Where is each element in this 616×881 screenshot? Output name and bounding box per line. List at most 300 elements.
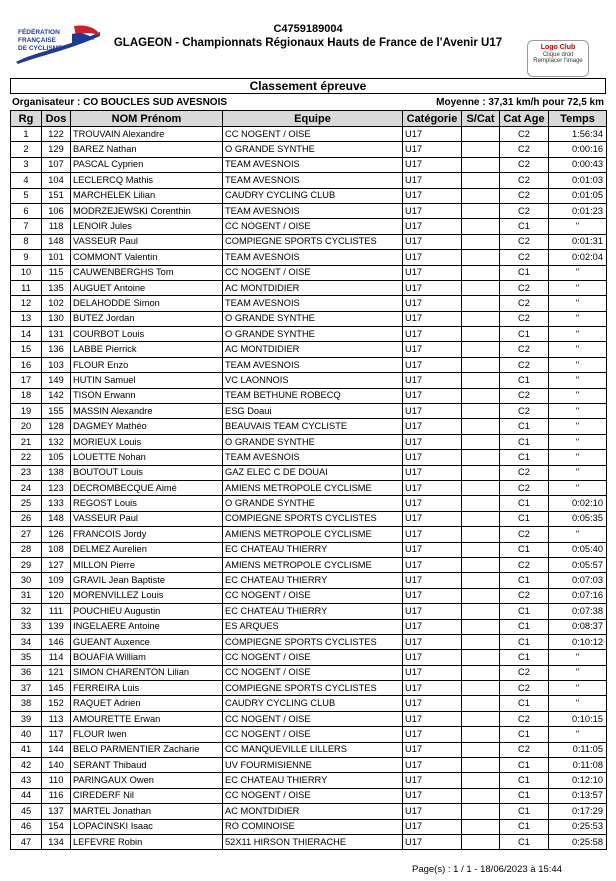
cell-temps: ": [549, 296, 607, 311]
cell-cat-age: C2: [500, 357, 549, 372]
cell-scat: [462, 665, 500, 680]
cell-dos: 140: [42, 758, 71, 773]
cell-equipe: AC MONTDIDIER: [223, 804, 403, 819]
table-row: [11, 496, 607, 511]
cell-rg: 31: [11, 588, 42, 603]
cell-scat: [462, 819, 500, 834]
cell-cat-age: C2: [500, 234, 549, 249]
club-logo-hint-2: Remplacer l'image: [533, 58, 583, 65]
cell-temps: ": [549, 450, 607, 465]
cell-dos: 106: [42, 203, 71, 218]
cell-equipe: UV FOURMISIENNE: [223, 758, 403, 773]
table-row: [11, 711, 607, 726]
cell-categorie: U17: [403, 280, 462, 295]
cell-temps: 0:08:37: [549, 619, 607, 634]
cell-equipe: COMPIEGNE SPORTS CYCLISTES: [223, 634, 403, 649]
race-info: [10, 96, 606, 109]
page-footer: Page(s) : 1 / 1 - 18/06/2023 à 15:44: [412, 864, 562, 875]
cell-equipe: 52X11 HIRSON THIERACHE: [223, 834, 403, 849]
cell-categorie: U17: [403, 373, 462, 388]
table-row: [11, 542, 607, 557]
cell-categorie: U17: [403, 727, 462, 742]
cell-categorie: U17: [403, 142, 462, 157]
cell-categorie: U17: [403, 250, 462, 265]
cell-cat-age: C2: [500, 742, 549, 757]
cell-scat: [462, 296, 500, 311]
cell-cat-age: C2: [500, 465, 549, 480]
cell-categorie: U17: [403, 511, 462, 526]
cell-dos: 108: [42, 542, 71, 557]
table-row: [11, 742, 607, 757]
col-header-nom: NOM Prénom: [71, 111, 223, 127]
cell-scat: [462, 357, 500, 372]
table-row: [11, 434, 607, 449]
cell-rg: 21: [11, 434, 42, 449]
cell-categorie: U17: [403, 604, 462, 619]
cell-temps: ": [549, 388, 607, 403]
cell-cat-age: C2: [500, 127, 549, 142]
cell-nom: VASSEUR Paul: [71, 234, 223, 249]
cell-temps: ": [549, 327, 607, 342]
cell-rg: 9: [11, 250, 42, 265]
cell-cat-age: C1: [500, 619, 549, 634]
cell-categorie: U17: [403, 788, 462, 803]
cell-categorie: U17: [403, 173, 462, 188]
cell-dos: 103: [42, 357, 71, 372]
cell-categorie: U17: [403, 404, 462, 419]
cell-cat-age: C1: [500, 773, 549, 788]
cell-dos: 131: [42, 327, 71, 342]
col-header-scat: S/Cat: [462, 111, 500, 127]
cell-cat-age: C2: [500, 480, 549, 495]
cell-scat: [462, 450, 500, 465]
cell-cat-age: C1: [500, 511, 549, 526]
cell-temps: 0:01:03: [549, 173, 607, 188]
cell-categorie: U17: [403, 234, 462, 249]
cell-categorie: U17: [403, 311, 462, 326]
cell-cat-age: C1: [500, 434, 549, 449]
cell-dos: 134: [42, 834, 71, 849]
cell-categorie: U17: [403, 711, 462, 726]
cell-equipe: AC MONTDIDIER: [223, 280, 403, 295]
cell-categorie: U17: [403, 188, 462, 203]
cell-nom: HUTIN Samuel: [71, 373, 223, 388]
cell-nom: GRAVIL Jean Baptiste: [71, 573, 223, 588]
cell-equipe: CC NOGENT / OISE: [223, 650, 403, 665]
cell-scat: [462, 711, 500, 726]
cell-cat-age: C1: [500, 219, 549, 234]
cell-nom: PASCAL Cyprien: [71, 157, 223, 172]
cell-rg: 18: [11, 388, 42, 403]
table-row: [11, 727, 607, 742]
table-row: [11, 604, 607, 619]
cell-scat: [462, 727, 500, 742]
cell-scat: [462, 404, 500, 419]
cell-categorie: U17: [403, 542, 462, 557]
cell-equipe: COMPIEGNE SPORTS CYCLISTES: [223, 681, 403, 696]
cell-scat: [462, 511, 500, 526]
cell-equipe: EC CHATEAU THIERRY: [223, 773, 403, 788]
cell-scat: [462, 419, 500, 434]
cell-dos: 132: [42, 434, 71, 449]
cell-dos: 148: [42, 234, 71, 249]
cell-dos: 151: [42, 188, 71, 203]
cell-temps: 0:00:16: [549, 142, 607, 157]
cell-scat: [462, 804, 500, 819]
cell-equipe: COMPIEGNE SPORTS CYCLISTES: [223, 234, 403, 249]
cell-equipe: CC NOGENT / OISE: [223, 265, 403, 280]
cell-cat-age: C2: [500, 557, 549, 572]
cell-dos: 139: [42, 619, 71, 634]
cell-temps: 0:13:57: [549, 788, 607, 803]
table-row: [11, 188, 607, 203]
ffc-logo-graphic: [14, 22, 102, 64]
cell-rg: 42: [11, 758, 42, 773]
cell-scat: [462, 773, 500, 788]
cell-temps: 0:02:10: [549, 496, 607, 511]
cell-categorie: U17: [403, 742, 462, 757]
cell-rg: 29: [11, 557, 42, 572]
cell-nom: LOUETTE Nohan: [71, 450, 223, 465]
cell-equipe: VC LAONNOIS: [223, 373, 403, 388]
cell-nom: MORIEUX Louis: [71, 434, 223, 449]
cell-dos: 155: [42, 404, 71, 419]
cell-dos: 117: [42, 727, 71, 742]
table-row: [11, 758, 607, 773]
cell-temps: 0:01:05: [549, 188, 607, 203]
cell-equipe: O GRANDE SYNTHE: [223, 327, 403, 342]
cell-categorie: U17: [403, 419, 462, 434]
cell-dos: 102: [42, 296, 71, 311]
table-row: [11, 265, 607, 280]
cell-equipe: AMIENS METROPOLE CYCLISME: [223, 527, 403, 542]
cell-temps: ": [549, 342, 607, 357]
cell-cat-age: C2: [500, 711, 549, 726]
cell-equipe: O GRANDE SYNTHE: [223, 311, 403, 326]
cell-equipe: TEAM AVESNOIS: [223, 173, 403, 188]
table-row: [11, 773, 607, 788]
table-row: [11, 311, 607, 326]
cell-cat-age: C2: [500, 188, 549, 203]
cell-scat: [462, 650, 500, 665]
cell-scat: [462, 465, 500, 480]
cell-dos: 142: [42, 388, 71, 403]
cell-temps: ": [549, 373, 607, 388]
cell-temps: ": [549, 696, 607, 711]
cell-dos: 129: [42, 142, 71, 157]
cell-dos: 144: [42, 742, 71, 757]
cell-nom: BAREZ Nathan: [71, 142, 223, 157]
table-row: [11, 327, 607, 342]
cell-nom: BOUAFIA William: [71, 650, 223, 665]
cell-rg: 26: [11, 511, 42, 526]
cell-dos: 130: [42, 311, 71, 326]
club-logo-title: Logo Club: [540, 44, 576, 51]
cell-nom: FRANCOIS Jordy: [71, 527, 223, 542]
table-row: [11, 234, 607, 249]
cell-categorie: U17: [403, 527, 462, 542]
cell-dos: 152: [42, 696, 71, 711]
table-row: [11, 203, 607, 218]
cell-rg: 19: [11, 404, 42, 419]
cell-temps: 0:07:16: [549, 588, 607, 603]
cell-categorie: U17: [403, 588, 462, 603]
cell-dos: 149: [42, 373, 71, 388]
cell-dos: 122: [42, 127, 71, 142]
cell-scat: [462, 388, 500, 403]
cell-rg: 25: [11, 496, 42, 511]
cell-nom: LOPACINSKI Isaac: [71, 819, 223, 834]
cell-equipe: CC NOGENT / OISE: [223, 665, 403, 680]
cell-equipe: AMIENS METROPOLE CYCLISME: [223, 557, 403, 572]
cell-nom: BELO PARMENTIER Zacharie: [71, 742, 223, 757]
cell-rg: 1: [11, 127, 42, 142]
table-row: [11, 388, 607, 403]
cell-temps: 0:05:57: [549, 557, 607, 572]
cell-scat: [462, 834, 500, 849]
cell-temps: ": [549, 665, 607, 680]
cell-cat-age: C1: [500, 373, 549, 388]
cell-temps: 0:02:04: [549, 250, 607, 265]
cell-nom: MORENVILLEZ Louis: [71, 588, 223, 603]
cell-dos: 111: [42, 604, 71, 619]
cell-categorie: U17: [403, 357, 462, 372]
cell-categorie: U17: [403, 480, 462, 495]
cell-rg: 15: [11, 342, 42, 357]
cell-scat: [462, 788, 500, 803]
cell-nom: FLOUR Iwen: [71, 727, 223, 742]
cell-dos: 146: [42, 634, 71, 649]
table-row: [11, 696, 607, 711]
cell-cat-age: C1: [500, 496, 549, 511]
table-row: [11, 573, 607, 588]
cell-scat: [462, 434, 500, 449]
cell-temps: ": [549, 311, 607, 326]
table-row: [11, 527, 607, 542]
table-row: [11, 804, 607, 819]
moyenne: Moyenne : 37,31 km/h pour 72,5 km: [436, 97, 604, 108]
cell-scat: [462, 573, 500, 588]
cell-rg: 41: [11, 742, 42, 757]
cell-cat-age: C2: [500, 588, 549, 603]
cell-temps: 0:25:58: [549, 834, 607, 849]
section-title: Classement épreuve: [10, 78, 606, 94]
cell-rg: 22: [11, 450, 42, 465]
cell-scat: [462, 604, 500, 619]
cell-scat: [462, 219, 500, 234]
cell-equipe: RO COMINOISE: [223, 819, 403, 834]
cell-nom: MARCHELEK Lilian: [71, 188, 223, 203]
cell-categorie: U17: [403, 819, 462, 834]
cell-scat: [462, 234, 500, 249]
cell-temps: 0:07:03: [549, 573, 607, 588]
cell-scat: [462, 142, 500, 157]
cell-nom: MODRZEJEWSKI Corenthin: [71, 203, 223, 218]
cell-dos: 105: [42, 450, 71, 465]
cell-rg: 33: [11, 619, 42, 634]
logo-line-3: DE CYCLISME: [18, 45, 63, 52]
cell-dos: 145: [42, 681, 71, 696]
cell-temps: 0:11:05: [549, 742, 607, 757]
table-row: [11, 142, 607, 157]
table-row: [11, 480, 607, 495]
cell-rg: 3: [11, 157, 42, 172]
cell-cat-age: C1: [500, 788, 549, 803]
cell-temps: 0:01:23: [549, 203, 607, 218]
cell-categorie: U17: [403, 127, 462, 142]
cell-rg: 6: [11, 203, 42, 218]
cell-dos: 121: [42, 665, 71, 680]
cell-dos: 114: [42, 650, 71, 665]
cell-nom: FLOUR Enzo: [71, 357, 223, 372]
cell-categorie: U17: [403, 434, 462, 449]
cell-cat-age: C2: [500, 527, 549, 542]
cell-equipe: TEAM AVESNOIS: [223, 250, 403, 265]
table-row: [11, 681, 607, 696]
cell-dos: 110: [42, 773, 71, 788]
cell-scat: [462, 173, 500, 188]
table-row: [11, 665, 607, 680]
cell-rg: 13: [11, 311, 42, 326]
cell-cat-age: C1: [500, 265, 549, 280]
cell-nom: COMMONT Valentin: [71, 250, 223, 265]
cell-rg: 30: [11, 573, 42, 588]
cell-nom: BOUTOUT Louis: [71, 465, 223, 480]
logo-line-1: FÉDÉRATION: [18, 29, 60, 36]
results-body: [11, 127, 607, 850]
cell-equipe: BEAUVAIS TEAM CYCLISTE: [223, 419, 403, 434]
header-row: [11, 111, 607, 127]
cell-dos: 127: [42, 557, 71, 572]
cell-dos: 137: [42, 804, 71, 819]
cell-rg: 45: [11, 804, 42, 819]
cell-dos: 126: [42, 527, 71, 542]
cell-nom: LENOIR Jules: [71, 219, 223, 234]
cell-equipe: TEAM AVESNOIS: [223, 203, 403, 218]
cell-categorie: U17: [403, 650, 462, 665]
cell-equipe: TEAM AVESNOIS: [223, 296, 403, 311]
cell-dos: 109: [42, 573, 71, 588]
cell-temps: 0:05:35: [549, 511, 607, 526]
cell-nom: BUTEZ Jordan: [71, 311, 223, 326]
table-row: [11, 619, 607, 634]
cell-categorie: U17: [403, 834, 462, 849]
cell-cat-age: C1: [500, 419, 549, 434]
cell-equipe: AMIENS METROPOLE CYCLISME: [223, 480, 403, 495]
cell-nom: DELMEZ Aurelien: [71, 542, 223, 557]
cell-categorie: U17: [403, 758, 462, 773]
cell-categorie: U17: [403, 265, 462, 280]
cell-scat: [462, 696, 500, 711]
cell-rg: 5: [11, 188, 42, 203]
cell-temps: ": [549, 219, 607, 234]
cell-categorie: U17: [403, 804, 462, 819]
cell-cat-age: C1: [500, 696, 549, 711]
cell-temps: 0:11:08: [549, 758, 607, 773]
cell-scat: [462, 527, 500, 542]
table-row: [11, 296, 607, 311]
cell-temps: 0:10:15: [549, 711, 607, 726]
cell-nom: TROUVAIN Alexandre: [71, 127, 223, 142]
cell-temps: ": [549, 419, 607, 434]
table-row: [11, 342, 607, 357]
cell-nom: VASSEUR Paul: [71, 511, 223, 526]
table-row: [11, 511, 607, 526]
cell-temps: 0:17:29: [549, 804, 607, 819]
table-row: [11, 634, 607, 649]
col-header-rg: Rg: [11, 111, 42, 127]
cell-cat-age: C2: [500, 404, 549, 419]
cell-nom: MARTEL Jonathan: [71, 804, 223, 819]
cell-temps: ": [549, 727, 607, 742]
cell-equipe: ESG Doaui: [223, 404, 403, 419]
cell-rg: 36: [11, 665, 42, 680]
cell-equipe: CC NOGENT / OISE: [223, 219, 403, 234]
cell-temps: 0:25:53: [549, 819, 607, 834]
cell-scat: [462, 742, 500, 757]
cell-nom: FERREIRA Luis: [71, 681, 223, 696]
cell-cat-age: C1: [500, 327, 549, 342]
cell-rg: 11: [11, 280, 42, 295]
cell-temps: ": [549, 265, 607, 280]
cell-nom: GUEANT Auxence: [71, 634, 223, 649]
table-row: [11, 650, 607, 665]
cell-nom: MASSIN Alexandre: [71, 404, 223, 419]
cell-nom: CAUWENBERGHS Tom: [71, 265, 223, 280]
col-header-cat-age: Cat Age: [500, 111, 549, 127]
cell-rg: 24: [11, 480, 42, 495]
cell-categorie: U17: [403, 696, 462, 711]
cell-equipe: TEAM AVESNOIS: [223, 357, 403, 372]
cell-temps: ": [549, 527, 607, 542]
cell-temps: ": [549, 357, 607, 372]
cell-temps: 0:12:10: [549, 773, 607, 788]
cell-rg: 7: [11, 219, 42, 234]
cell-cat-age: C2: [500, 665, 549, 680]
table-row: [11, 419, 607, 434]
cell-dos: 107: [42, 157, 71, 172]
cell-rg: 4: [11, 173, 42, 188]
cell-cat-age: C2: [500, 157, 549, 172]
cell-nom: COURBOT Louis: [71, 327, 223, 342]
table-row: [11, 834, 607, 849]
cell-cat-age: C1: [500, 804, 549, 819]
cell-categorie: U17: [403, 450, 462, 465]
cell-cat-age: C2: [500, 250, 549, 265]
results-table: [10, 110, 607, 850]
cell-dos: 123: [42, 480, 71, 495]
cell-equipe: CC NOGENT / OISE: [223, 711, 403, 726]
cell-categorie: U17: [403, 203, 462, 218]
cell-nom: DECROMBECQUE Aimé: [71, 480, 223, 495]
cell-rg: 16: [11, 357, 42, 372]
cell-dos: 154: [42, 819, 71, 834]
cell-scat: [462, 188, 500, 203]
cell-cat-age: C1: [500, 450, 549, 465]
cell-nom: DAGMEY Mathéo: [71, 419, 223, 434]
cell-categorie: U17: [403, 296, 462, 311]
cell-categorie: U17: [403, 634, 462, 649]
cell-cat-age: C2: [500, 203, 549, 218]
cell-cat-age: C2: [500, 280, 549, 295]
club-logo-placeholder[interactable]: [527, 40, 589, 77]
cell-scat: [462, 588, 500, 603]
cell-nom: SERANT Thibaud: [71, 758, 223, 773]
cell-rg: 32: [11, 604, 42, 619]
table-row: [11, 280, 607, 295]
cell-equipe: CAUDRY CYCLING CLUB: [223, 188, 403, 203]
cell-equipe: COMPIEGNE SPORTS CYCLISTES: [223, 511, 403, 526]
